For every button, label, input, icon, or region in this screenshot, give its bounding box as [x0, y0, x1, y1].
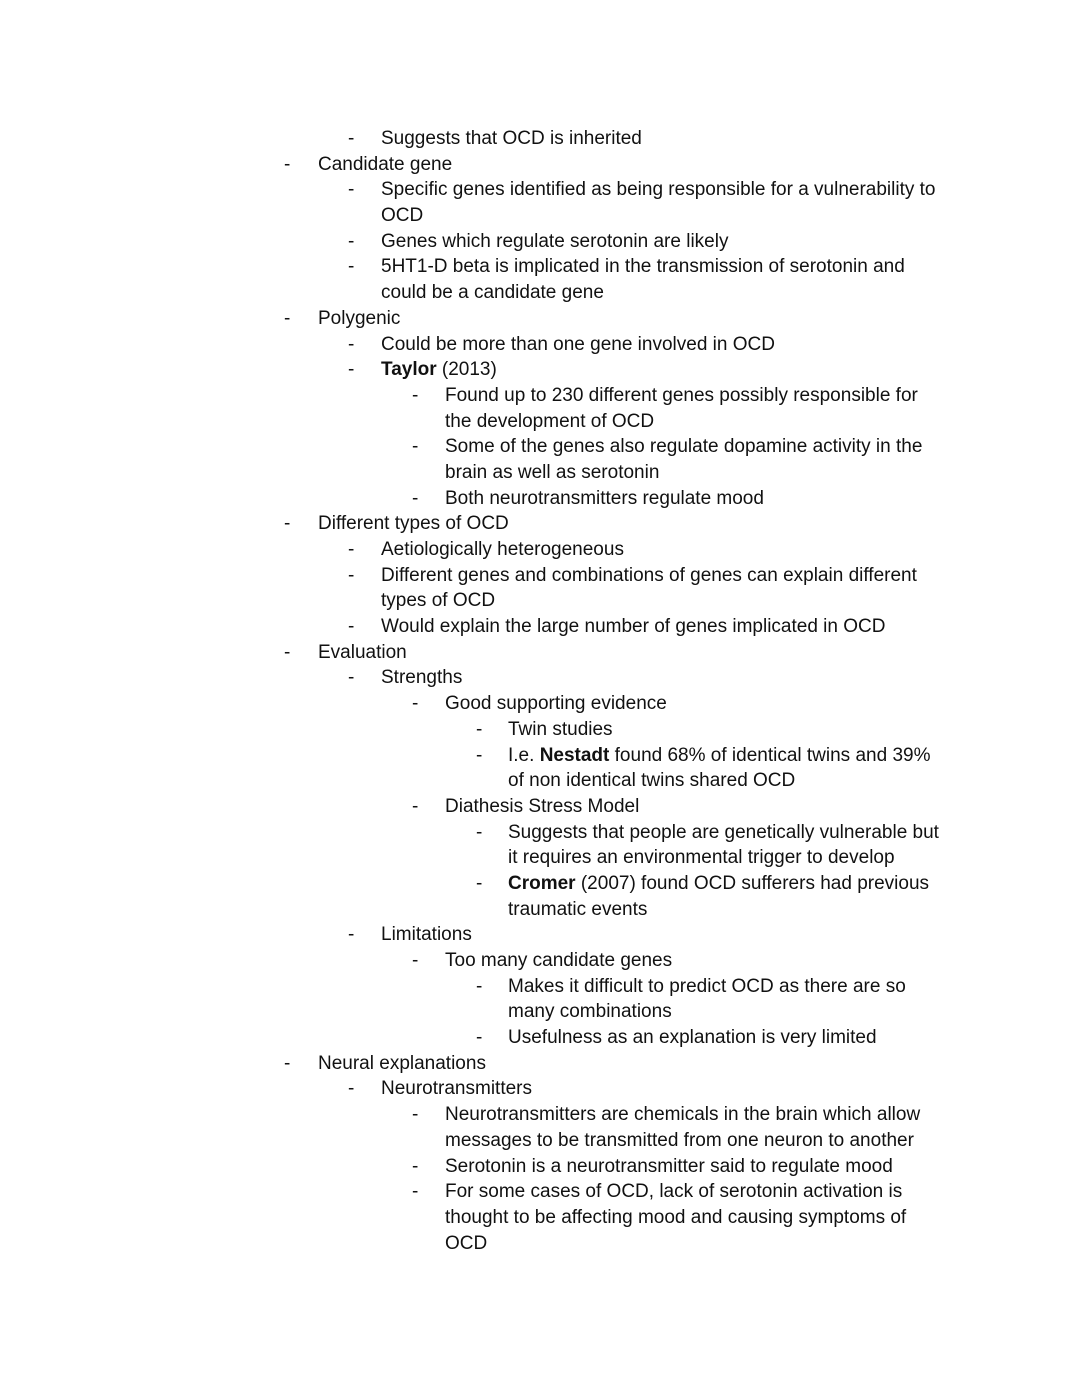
outline-line — [0, 460, 1080, 486]
text-segment: brain as well as serotonin — [445, 461, 660, 483]
outline-line — [0, 152, 1080, 178]
line-text — [381, 280, 604, 306]
line-text — [381, 1076, 532, 1102]
bullet-dash: - — [476, 872, 483, 894]
text-segment: For some cases of OCD, lack of serotonin activation is — [445, 1181, 903, 1203]
text-segment: Usefulness as an explanation is very limited — [508, 1027, 877, 1049]
bullet-dash: - — [412, 1155, 419, 1177]
outline-line — [0, 614, 1080, 640]
text-segment: Evaluation — [318, 641, 407, 663]
line-text — [508, 717, 613, 743]
outline-line — [0, 665, 1080, 691]
line-text — [508, 871, 929, 897]
outline-line — [0, 434, 1080, 460]
outline-line — [0, 332, 1080, 358]
text-segment: Suggests that OCD is inherited — [381, 128, 642, 149]
text-segment: Different genes and combinations of genes can explain different — [381, 564, 917, 586]
outline-line — [0, 922, 1080, 948]
line-text — [445, 409, 654, 435]
text-segment: (2007) found OCD sufferers had previous — [575, 872, 930, 894]
text-segment: Would explain the large number of genes implicated in OCD — [381, 616, 886, 638]
line-text — [445, 948, 672, 974]
line-text — [445, 383, 918, 409]
bullet-dash: - — [476, 821, 483, 843]
bullet-dash: - — [412, 384, 419, 406]
bullet-dash: - — [348, 256, 355, 278]
bullet-dash: - — [348, 230, 355, 252]
line-text — [381, 177, 936, 203]
outline-line — [0, 1128, 1080, 1154]
line-text — [381, 332, 775, 358]
bullet-dash: - — [348, 179, 355, 201]
text-segment: Serotonin is a neurotransmitter said to regulate mood — [445, 1155, 893, 1177]
document-body — [0, 126, 1080, 1256]
bullet-dash: - — [348, 564, 355, 586]
text-segment: Neurotransmitters are chemicals in the brain which allow — [445, 1104, 921, 1126]
text-segment: Neural explanations — [318, 1052, 486, 1074]
text-segment: Limitations — [381, 924, 472, 946]
outline-line — [0, 588, 1080, 614]
text-segment: Candidate gene — [318, 153, 453, 175]
bold-citation: Nestadt — [539, 744, 610, 766]
bullet-dash: - — [412, 436, 419, 458]
line-text — [381, 614, 885, 640]
line-text — [381, 229, 728, 255]
line-text — [508, 974, 906, 1000]
outline-line — [0, 280, 1080, 306]
text-segment: Strengths — [381, 667, 463, 689]
line-text — [381, 254, 905, 280]
bullet-dash: - — [412, 1181, 419, 1203]
outline-line — [0, 871, 1080, 897]
outline-line — [0, 948, 1080, 974]
outline-line — [0, 1154, 1080, 1180]
text-segment: Different types of OCD — [318, 513, 509, 535]
text-segment: Polygenic — [318, 307, 401, 329]
line-text — [318, 511, 509, 537]
bullet-dash: - — [412, 693, 419, 715]
line-text — [445, 1128, 914, 1154]
outline-line — [0, 409, 1080, 435]
text-segment: Some of the genes also regulate dopamine activity in the — [445, 436, 923, 458]
bullet-dash: - — [412, 950, 419, 971]
line-text — [381, 563, 917, 589]
bullet-dash: - — [348, 359, 355, 381]
text-segment: found 68% of identical twins and 39% — [609, 744, 931, 766]
outline-line — [0, 1102, 1080, 1128]
bullet-dash: - — [412, 487, 419, 509]
line-text — [381, 922, 472, 948]
outline-line — [0, 717, 1080, 743]
line-text — [445, 1179, 902, 1205]
outline-line — [0, 1231, 1080, 1257]
line-text — [445, 1205, 906, 1231]
text-segment: (2013) — [436, 359, 497, 381]
bullet-dash: - — [348, 924, 355, 946]
text-segment: the development of OCD — [445, 410, 655, 432]
outline-line — [0, 897, 1080, 923]
outline-line — [0, 486, 1080, 512]
bullet-dash: - — [348, 333, 355, 355]
text-segment: Suggests that people are genetically vulnerable but — [508, 821, 939, 843]
outline-line — [0, 563, 1080, 589]
bold-citation: Taylor — [381, 359, 437, 381]
bullet-dash: - — [412, 795, 419, 817]
bold-citation: Cromer — [508, 872, 576, 894]
outline-line — [0, 383, 1080, 409]
outline-line — [0, 126, 1080, 152]
bullet-dash: - — [476, 1027, 483, 1049]
outline-line — [0, 1051, 1080, 1077]
bullet-dash: - — [348, 128, 355, 149]
bullet-dash: - — [348, 616, 355, 638]
bullet-dash: - — [284, 513, 291, 535]
text-segment: Neurotransmitters — [381, 1078, 532, 1100]
text-segment: Genes which regulate serotonin are likely — [381, 230, 729, 252]
line-text — [381, 203, 423, 229]
line-text — [381, 537, 624, 563]
text-segment: thought to be affecting mood and causing symptoms of — [445, 1206, 907, 1228]
bullet-dash: - — [348, 1078, 355, 1100]
bullet-dash: - — [284, 1052, 291, 1074]
outline-line — [0, 743, 1080, 769]
text-segment: Could be more than one gene involved in OCD — [381, 333, 775, 355]
line-text — [445, 434, 922, 460]
line-text — [508, 1025, 877, 1051]
line-text — [445, 486, 764, 512]
text-segment: of non identical twins shared OCD — [508, 770, 796, 792]
text-segment: Found up to 230 different genes possibly responsible for — [445, 384, 918, 406]
outline-line — [0, 974, 1080, 1000]
line-text — [381, 665, 462, 691]
bullet-dash: - — [284, 641, 291, 663]
line-text — [508, 999, 672, 1025]
outline-line — [0, 845, 1080, 871]
text-segment: Diathesis Stress Model — [445, 795, 640, 817]
line-text — [445, 691, 667, 717]
line-text — [508, 897, 647, 923]
text-segment: OCD — [445, 1232, 488, 1254]
line-text — [445, 460, 659, 486]
bullet-dash: - — [348, 539, 355, 560]
text-segment: traumatic events — [508, 898, 648, 920]
outline-line — [0, 820, 1080, 846]
outline-line — [0, 537, 1080, 563]
outline-line — [0, 254, 1080, 280]
text-segment: I.e. — [508, 744, 540, 766]
bullet-dash: - — [348, 667, 355, 689]
line-text — [508, 743, 930, 769]
line-text — [445, 1231, 487, 1257]
line-text — [381, 126, 642, 152]
outline-line — [0, 511, 1080, 537]
text-segment: 5HT1-D beta is implicated in the transmission of serotonin and — [381, 256, 905, 278]
bullet-dash: - — [476, 744, 483, 766]
text-segment: Twin studies — [508, 718, 613, 740]
line-text — [318, 306, 400, 332]
text-segment: Makes it difficult to predict OCD as there are so — [508, 975, 906, 997]
outline-line — [0, 357, 1080, 383]
line-text — [318, 152, 452, 178]
text-segment: OCD — [381, 205, 424, 227]
line-text — [381, 588, 495, 614]
text-segment: types of OCD — [381, 590, 496, 612]
outline-line — [0, 177, 1080, 203]
text-segment: Good supporting evidence — [445, 693, 667, 715]
outline-line — [0, 640, 1080, 666]
line-text — [381, 357, 497, 383]
line-text — [445, 1154, 893, 1180]
bullet-dash: - — [284, 307, 291, 329]
bullet-dash: - — [412, 1104, 419, 1126]
text-segment: messages to be transmitted from one neuron to another — [445, 1129, 914, 1151]
text-segment: Too many candidate genes — [445, 950, 673, 971]
outline-line — [0, 768, 1080, 794]
line-text — [508, 845, 895, 871]
outline-line — [0, 794, 1080, 820]
text-segment: Aetiologically heterogeneous — [381, 539, 624, 560]
text-segment: could be a candidate gene — [381, 282, 604, 304]
text-segment: Both neurotransmitters regulate mood — [445, 487, 764, 509]
outline-line — [0, 691, 1080, 717]
bullet-dash: - — [476, 975, 483, 997]
bullet-dash: - — [476, 718, 483, 740]
line-text — [508, 768, 795, 794]
bullet-dash: - — [284, 153, 291, 175]
line-text — [318, 640, 407, 666]
outline-line — [0, 999, 1080, 1025]
outline-line — [0, 1076, 1080, 1102]
outline-line — [0, 1205, 1080, 1231]
line-text — [508, 820, 939, 846]
outline-line — [0, 1025, 1080, 1051]
outline-line — [0, 1179, 1080, 1205]
outline-line — [0, 306, 1080, 332]
line-text — [445, 1102, 920, 1128]
text-segment: many combinations — [508, 1001, 672, 1023]
outline-line — [0, 203, 1080, 229]
outline-line — [0, 229, 1080, 255]
line-text — [445, 794, 639, 820]
line-text — [318, 1051, 486, 1077]
text-segment: Specific genes identified as being responsible for a vulnerability to — [381, 179, 936, 201]
text-segment: it requires an environmental trigger to develop — [508, 847, 895, 869]
